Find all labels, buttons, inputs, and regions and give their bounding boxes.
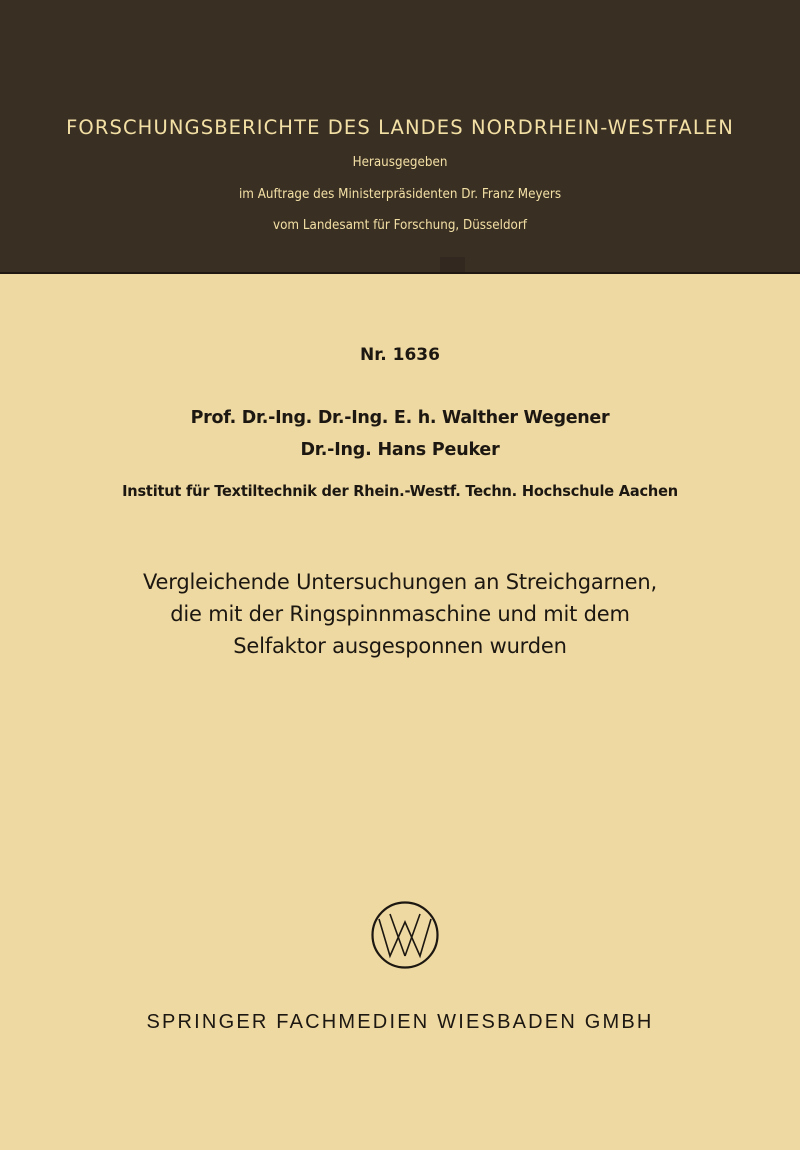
editor-line-published: Herausgegeben (352, 155, 448, 170)
author-secondary: Dr.-Ing. Hans Peuker (300, 440, 500, 460)
author-primary: Prof. Dr.-Ing. Dr.-Ing. E. h. Walther Wegener (190, 408, 610, 428)
publisher-logo-icon (370, 900, 440, 970)
book-title (0, 566, 800, 662)
header-notch-decoration (440, 257, 465, 272)
book-title-line-1: Vergleichende Untersuchungen an Streichgarnen, (143, 570, 657, 594)
institute-affiliation: Institut für Textiltechnik der Rhein.-Westf. Techn. Hochschule Aachen (122, 482, 678, 500)
series-header-band (0, 0, 800, 274)
series-title: FORSCHUNGSBERICHTE DES LANDES NORDRHEIN-WESTFALEN (66, 116, 734, 139)
editor-line-office: vom Landesamt für Forschung, Düsseldorf (272, 218, 527, 233)
book-title-line-3: Selfaktor ausgesponnen wurden (233, 634, 567, 658)
publisher-name: SPRINGER FACHMEDIEN WIESBADEN GMBH (146, 1011, 654, 1033)
report-number: Nr. 1636 (360, 345, 440, 365)
book-title-line-2: die mit der Ringspinnmaschine und mit dem (170, 602, 630, 626)
editor-line-commission: im Auftrage des Ministerpräsidenten Dr. Franz Meyers (238, 187, 562, 202)
